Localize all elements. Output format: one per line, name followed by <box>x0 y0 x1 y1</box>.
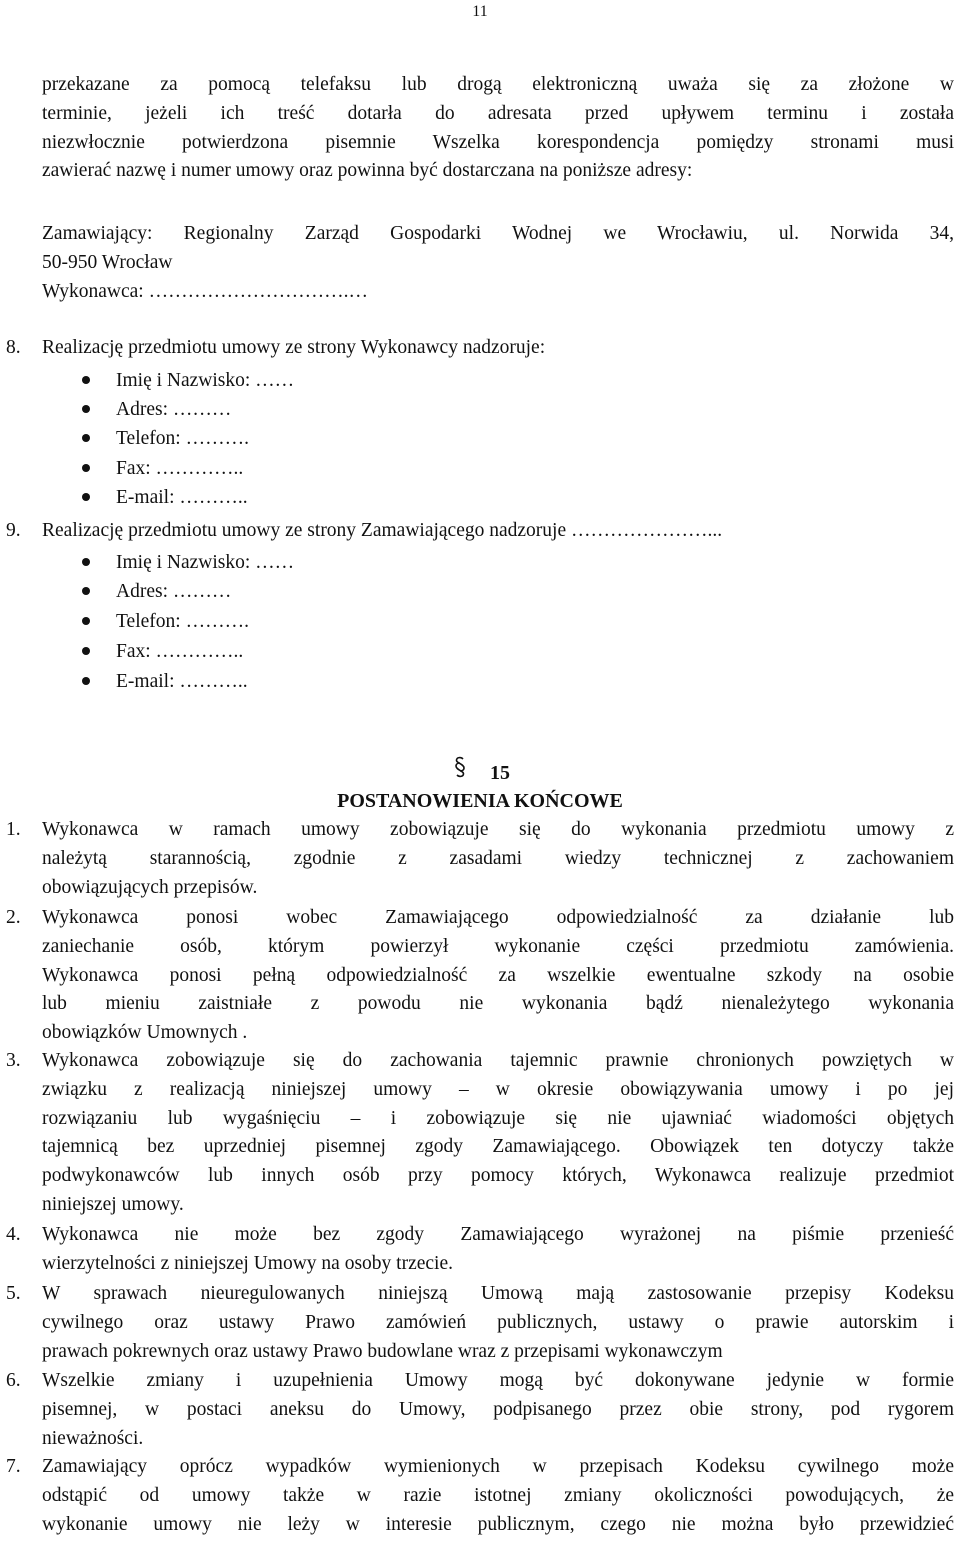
item-number: 9. <box>6 520 21 541</box>
clause-line: obowiązujących przepisów. <box>42 876 258 898</box>
clause-number: 4. <box>6 1224 21 1245</box>
clause-line: odstąpić od umowy także w razie istotnej zmiany okoliczności powodujących, że <box>42 1484 954 1506</box>
item-text: Realizację przedmiotu umowy ze strony Zamawiającego nadzoruje …………………... <box>42 520 723 541</box>
intro-line: terminie, jeżeli ich treść dotarła do adresata przed upływem terminu i została <box>42 102 954 124</box>
bullet-icon <box>82 558 90 566</box>
intro-paragraph <box>42 71 954 186</box>
clause-line: niniejszej umowy. <box>42 1193 184 1215</box>
clause-number: 1. <box>6 819 21 840</box>
bullet-item: Imię i Nazwisko: …… <box>82 367 922 396</box>
clause-number: 7. <box>6 1456 21 1477</box>
zamawiajacy-city: 50-950 Wrocław <box>42 251 173 273</box>
clause-line: podwykonawców lub innych osób przy pomocy których, Wykonawca realizuje przedmiot <box>42 1165 954 1187</box>
wykonawca-address: Wykonawca: ………………………….… <box>42 280 368 302</box>
clause-line: zaniechanie osób, którym powierzył wykonanie części przedmiotu zamówienia. <box>42 935 954 957</box>
clause-line: wykonanie umowy nie leży w interesie publicznym, czego nie można było przewidzieć <box>42 1513 954 1535</box>
bullet-item: Adres: ……… <box>82 396 922 425</box>
clause-line: prawach pokrewnych oraz ustawy Prawo budowlane wraz z przepisami wykonawczym <box>42 1340 723 1362</box>
bullet-item: E-mail: ……….. <box>82 668 922 697</box>
bullet-icon <box>82 677 90 685</box>
intro-line: niezwłocznie potwierdzona pisemnie Wszelka korespondencja pomiędzy stronami musi <box>42 131 954 153</box>
bullet-icon <box>82 587 90 595</box>
clause-line: rozwiązaniu lub wygaśnięciu – i zobowiązuje się nie ujawniać wiadomości objętych <box>42 1107 954 1129</box>
bullet-icon <box>82 617 90 625</box>
clause-line: Wykonawca w ramach umowy zobowiązuje się do wykonania przedmiotu umowy z <box>42 819 954 840</box>
clause-line: pisemnej, w postaci aneksu do Umowy, podpisanego przez obie strony, pod rygorem <box>42 1398 954 1420</box>
bullet-item: Telefon: ………. <box>82 608 922 637</box>
clause-line: Wykonawca ponosi pełną odpowiedzialność za wszelkie ewentualne szkody na osobie <box>42 964 954 986</box>
clause-line: lub mieniu zaistniałe z powodu nie wykonania bądź nienależytego wykonania <box>42 993 954 1015</box>
page-number: 11 <box>472 3 488 20</box>
bullet-icon <box>82 464 90 472</box>
bullet-item: Fax: ………….. <box>82 455 922 484</box>
bullet-item: Fax: ………….. <box>82 638 922 667</box>
intro-line: zawierać nazwę i numer umowy oraz powinna być dostarczana na poniższe adresy: <box>42 160 693 182</box>
bullet-icon <box>82 376 90 384</box>
bullet-item: Adres: ……… <box>82 578 922 607</box>
clause-line: W sprawach nieuregulowanych niniejszą Umową mają zastosowanie przepisy Kodeksu <box>42 1283 954 1304</box>
clause-line: Wykonawca ponosi wobec Zamawiającego odpowiedzialność za działanie lub <box>42 907 954 928</box>
clause-line: związku z realizacją niniejszej umowy – w okresie obowiązywania umowy i po jej <box>42 1078 954 1100</box>
bullet-item: E-mail: ……….. <box>82 484 922 513</box>
bullet-item: Telefon: ………. <box>82 425 922 454</box>
clause-line: obowiązków Umownych . <box>42 1022 248 1044</box>
bullet-icon <box>82 434 90 442</box>
clause-number: 2. <box>6 907 21 928</box>
clause-line: Zamawiający oprócz wypadków wymienionych w przepisach Kodeksu cywilnego może <box>42 1456 954 1477</box>
clause-line: Wykonawca nie może bez zgody Zamawiającego wyrażonej na piśmie przenieść <box>42 1224 954 1245</box>
bullet-icon <box>82 405 90 413</box>
clause-number: 6. <box>6 1370 21 1391</box>
clause-line: Wykonawca zobowiązuje się do zachowania tajemnic prawnie chronionych powziętych w <box>42 1050 954 1071</box>
section-number: 15 <box>490 762 510 784</box>
clause-number: 3. <box>6 1050 21 1071</box>
clause-line: tajemnicą bez uprzedniej pisemnej zgody Zamawiającego. Obowiązek ten dotyczy także <box>42 1136 954 1158</box>
intro-line: przekazane za pomocą telefaksu lub drogą elektroniczną uważa się za złożone w <box>42 74 954 95</box>
clause-line: Wszelkie zmiany i uzupełnienia Umowy mogą być dokonywane jedynie w formie <box>42 1370 954 1391</box>
zamawiajacy-address: Zamawiający: Regionalny Zarząd Gospodarki Wodnej we Wrocławiu, ul. Norwida 34, <box>42 223 954 244</box>
section-title: POSTANOWIENIA KOŃCOWE <box>337 790 623 812</box>
bullet-item: Imię i Nazwisko: …… <box>82 549 922 578</box>
bullet-icon <box>82 647 90 655</box>
item-number: 8. <box>6 337 21 358</box>
addresses-block <box>42 220 954 306</box>
clause-line: wierzytelności z niniejszej Umowy na osoby trzecie. <box>42 1252 453 1274</box>
clause-number: 5. <box>6 1283 21 1304</box>
item-text: Realizację przedmiotu umowy ze strony Wykonawcy nadzoruje: <box>42 337 546 358</box>
bullet-icon <box>82 493 90 501</box>
clause-line: nieważności. <box>42 1427 144 1449</box>
clause-line: cywilnego oraz ustawy Prawo zamówień publicznych, ustawy o prawie autorskim i <box>42 1311 954 1333</box>
clause-line: należytą starannością, zgodnie z zasadami wiedzy technicznej z zachowaniem <box>42 847 954 869</box>
